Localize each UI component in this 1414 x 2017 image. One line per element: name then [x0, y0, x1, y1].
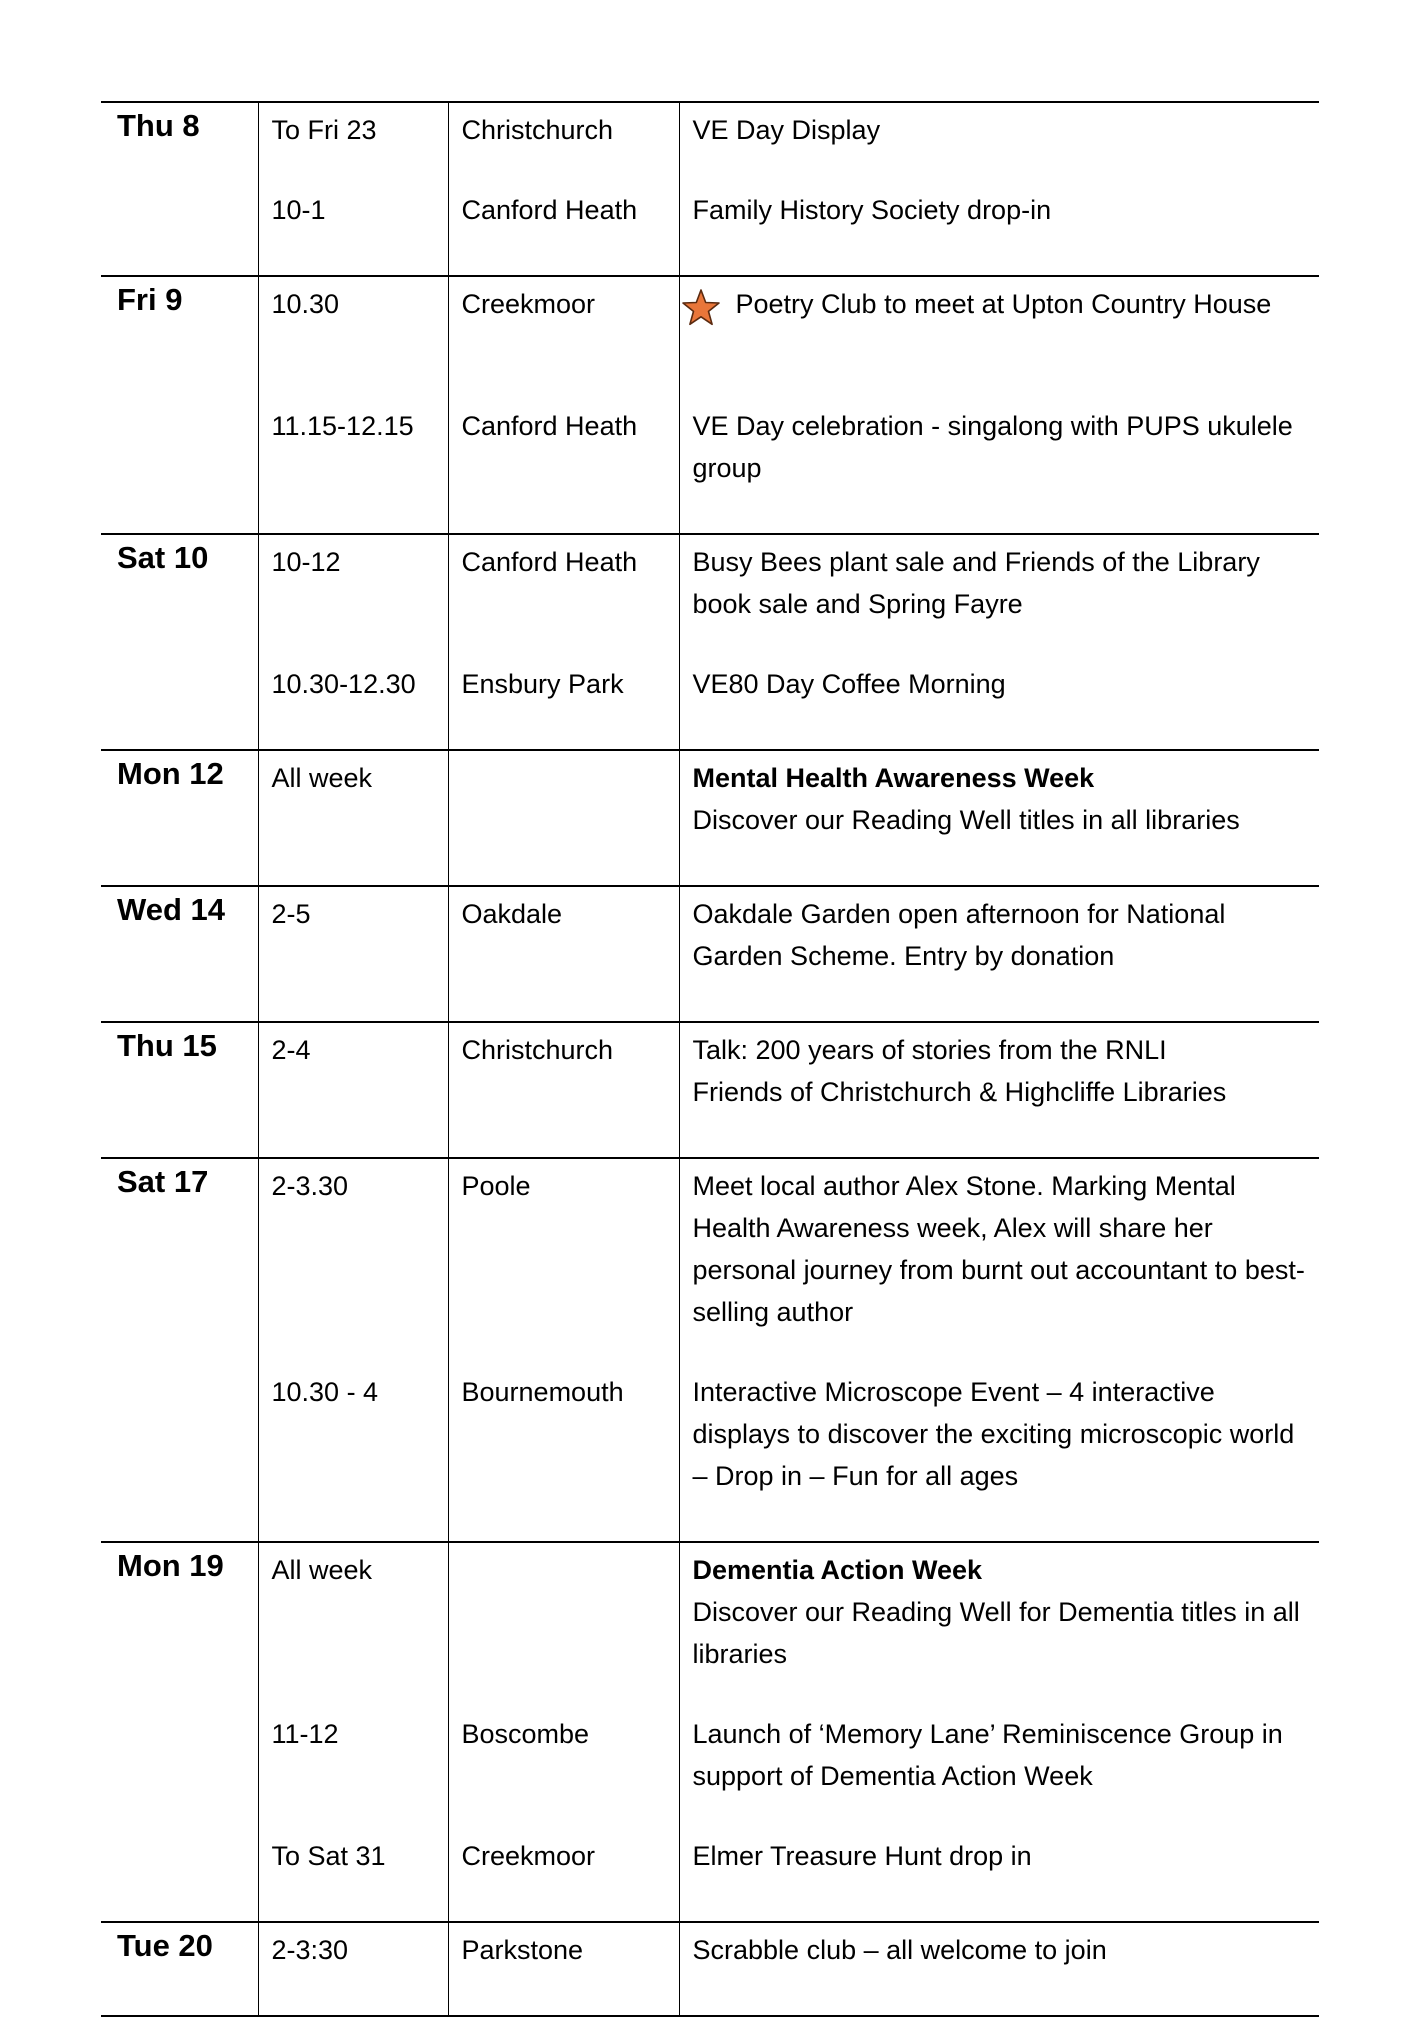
event-location: Christchurch	[461, 1035, 614, 1065]
description-cell	[679, 1022, 1319, 1158]
event-heading: Mental Health Awareness Week	[692, 763, 1095, 793]
day-cell	[101, 1022, 258, 1158]
day-cell	[101, 276, 258, 534]
location-cell	[448, 276, 679, 534]
location-cell	[448, 1542, 679, 1922]
event-description	[693, 189, 1310, 231]
time-cell	[258, 886, 448, 1022]
day-label: Thu 8	[117, 108, 200, 143]
description-cell	[679, 534, 1319, 750]
starred-event	[693, 283, 1310, 328]
schedule-row	[101, 1542, 1319, 1922]
event-description	[693, 283, 1310, 367]
event-time: 2-5	[271, 899, 311, 929]
event-description	[693, 1029, 1310, 1113]
day-label: Mon 12	[117, 756, 224, 791]
time-cell	[258, 750, 448, 886]
event-description-line: Friends of Christchurch & Highcliffe Libraries	[692, 1077, 1227, 1107]
event-description-line: VE Day celebration - singalong with PUPS ukulele group	[692, 411, 1293, 483]
event-time: 2-3.30	[271, 1171, 349, 1201]
event-description-line: VE80 Day Coffee Morning	[692, 669, 1006, 699]
time-cell	[258, 102, 448, 276]
day-label: Tue 20	[117, 1928, 213, 1963]
event-time: 2-3:30	[271, 1935, 349, 1965]
time-cell	[258, 276, 448, 534]
description-cell	[679, 1158, 1319, 1542]
starred-event-text	[736, 283, 1310, 325]
event-location: Poole	[461, 1171, 531, 1201]
day-cell	[101, 1922, 258, 2016]
event-description-line: Poetry Club to meet at Upton Country House	[735, 289, 1272, 319]
event-time: 2-4	[271, 1035, 311, 1065]
day-label: Wed 14	[117, 892, 225, 927]
day-cell	[101, 102, 258, 276]
schedule-row	[101, 1022, 1319, 1158]
event-description	[693, 893, 1310, 977]
day-cell	[101, 750, 258, 886]
description-cell	[679, 1922, 1319, 2016]
event-location: Creekmoor	[461, 1841, 596, 1871]
time-cell	[258, 534, 448, 750]
event-location: Oakdale	[461, 899, 563, 929]
day-label: Mon 19	[117, 1548, 224, 1583]
schedule-row	[101, 534, 1319, 750]
day-label: Sat 17	[117, 1164, 209, 1199]
time-cell	[258, 1922, 448, 2016]
day-label: Sat 10	[117, 540, 209, 575]
event-location: Boscombe	[461, 1719, 590, 1749]
day-cell	[101, 1542, 258, 1922]
event-description	[693, 1929, 1310, 1971]
day-cell	[101, 534, 258, 750]
events-table-body	[101, 102, 1319, 2016]
star-icon	[681, 288, 721, 328]
event-location: Canford Heath	[461, 195, 638, 225]
event-time: 11-12	[271, 1719, 339, 1749]
event-time: All week	[271, 763, 373, 793]
schedule-row	[101, 886, 1319, 1022]
event-time: 10.30 - 4	[271, 1377, 379, 1407]
event-location: Canford Heath	[461, 411, 638, 441]
event-time: 10-1	[271, 195, 326, 225]
event-description-line: Elmer Treasure Hunt drop in	[692, 1841, 1032, 1871]
schedule-row	[101, 1158, 1319, 1542]
day-cell	[101, 886, 258, 1022]
event-time: 10.30-12.30	[271, 669, 416, 699]
day-cell	[101, 1158, 258, 1542]
event-description	[693, 1549, 1310, 1675]
event-time: To Sat 31	[271, 1841, 386, 1871]
events-table	[101, 101, 1319, 2017]
event-time: 10.30	[271, 289, 340, 319]
event-description-line: Family History Society drop-in	[692, 195, 1052, 225]
event-description	[693, 757, 1310, 841]
event-description	[693, 1371, 1310, 1497]
event-location: Ensbury Park	[461, 669, 624, 699]
event-description	[693, 1713, 1310, 1797]
day-label: Fri 9	[117, 282, 183, 317]
location-cell	[448, 102, 679, 276]
schedule-row	[101, 750, 1319, 886]
event-description-line: Scrabble club – all welcome to join	[692, 1935, 1107, 1965]
event-description-line: Talk: 200 years of stories from the RNLI	[692, 1035, 1167, 1065]
description-cell	[679, 886, 1319, 1022]
event-description-line: Interactive Microscope Event – 4 interactive displays to discover the exciting microscopic world – Drop in – Fun for all ages	[692, 1377, 1295, 1491]
schedule-row	[101, 276, 1319, 534]
location-cell	[448, 1022, 679, 1158]
day-label: Thu 15	[117, 1028, 217, 1063]
event-description	[693, 541, 1310, 625]
description-cell	[679, 276, 1319, 534]
time-cell	[258, 1022, 448, 1158]
location-cell	[448, 1922, 679, 2016]
event-description-line: Busy Bees plant sale and Friends of the Library book sale and Spring Fayre	[692, 547, 1260, 619]
description-cell	[679, 750, 1319, 886]
event-time: 10-12	[271, 547, 341, 577]
description-cell	[679, 1542, 1319, 1922]
time-cell	[258, 1158, 448, 1542]
event-description-line: Discover our Reading Well for Dementia titles in all libraries	[692, 1597, 1300, 1669]
event-time: 11.15-12.15	[271, 411, 414, 441]
event-location: Canford Heath	[461, 547, 638, 577]
schedule-row	[101, 102, 1319, 276]
event-description-line: Oakdale Garden open afternoon for National Garden Scheme. Entry by donation	[692, 899, 1226, 971]
location-cell	[448, 886, 679, 1022]
event-location: Bournemouth	[461, 1377, 624, 1407]
event-location	[462, 1549, 669, 1675]
event-location	[462, 757, 669, 841]
event-description	[693, 405, 1310, 489]
location-cell	[448, 750, 679, 886]
event-description-line: Meet local author Alex Stone. Marking Mental Health Awareness week, Alex will share her personal journey from burnt out accountant to best-selling author	[692, 1171, 1305, 1327]
event-location: Christchurch	[461, 115, 614, 145]
event-location: Creekmoor	[461, 289, 596, 319]
description-cell	[679, 102, 1319, 276]
event-location: Parkstone	[461, 1935, 584, 1965]
location-cell	[448, 534, 679, 750]
event-description	[693, 663, 1310, 705]
time-cell	[258, 1542, 448, 1922]
event-description	[693, 1165, 1310, 1333]
schedule-row	[101, 1922, 1319, 2016]
event-time: All week	[271, 1555, 373, 1585]
event-time: To Fri 23	[271, 115, 377, 145]
event-description-line: VE Day Display	[692, 115, 881, 145]
event-description-line: Discover our Reading Well titles in all libraries	[692, 805, 1240, 835]
event-description	[693, 1835, 1310, 1877]
event-description	[693, 109, 1310, 151]
event-heading: Dementia Action Week	[692, 1555, 983, 1585]
location-cell	[448, 1158, 679, 1542]
event-description-line: Launch of ‘Memory Lane’ Reminiscence Group in support of Dementia Action Week	[692, 1719, 1283, 1791]
